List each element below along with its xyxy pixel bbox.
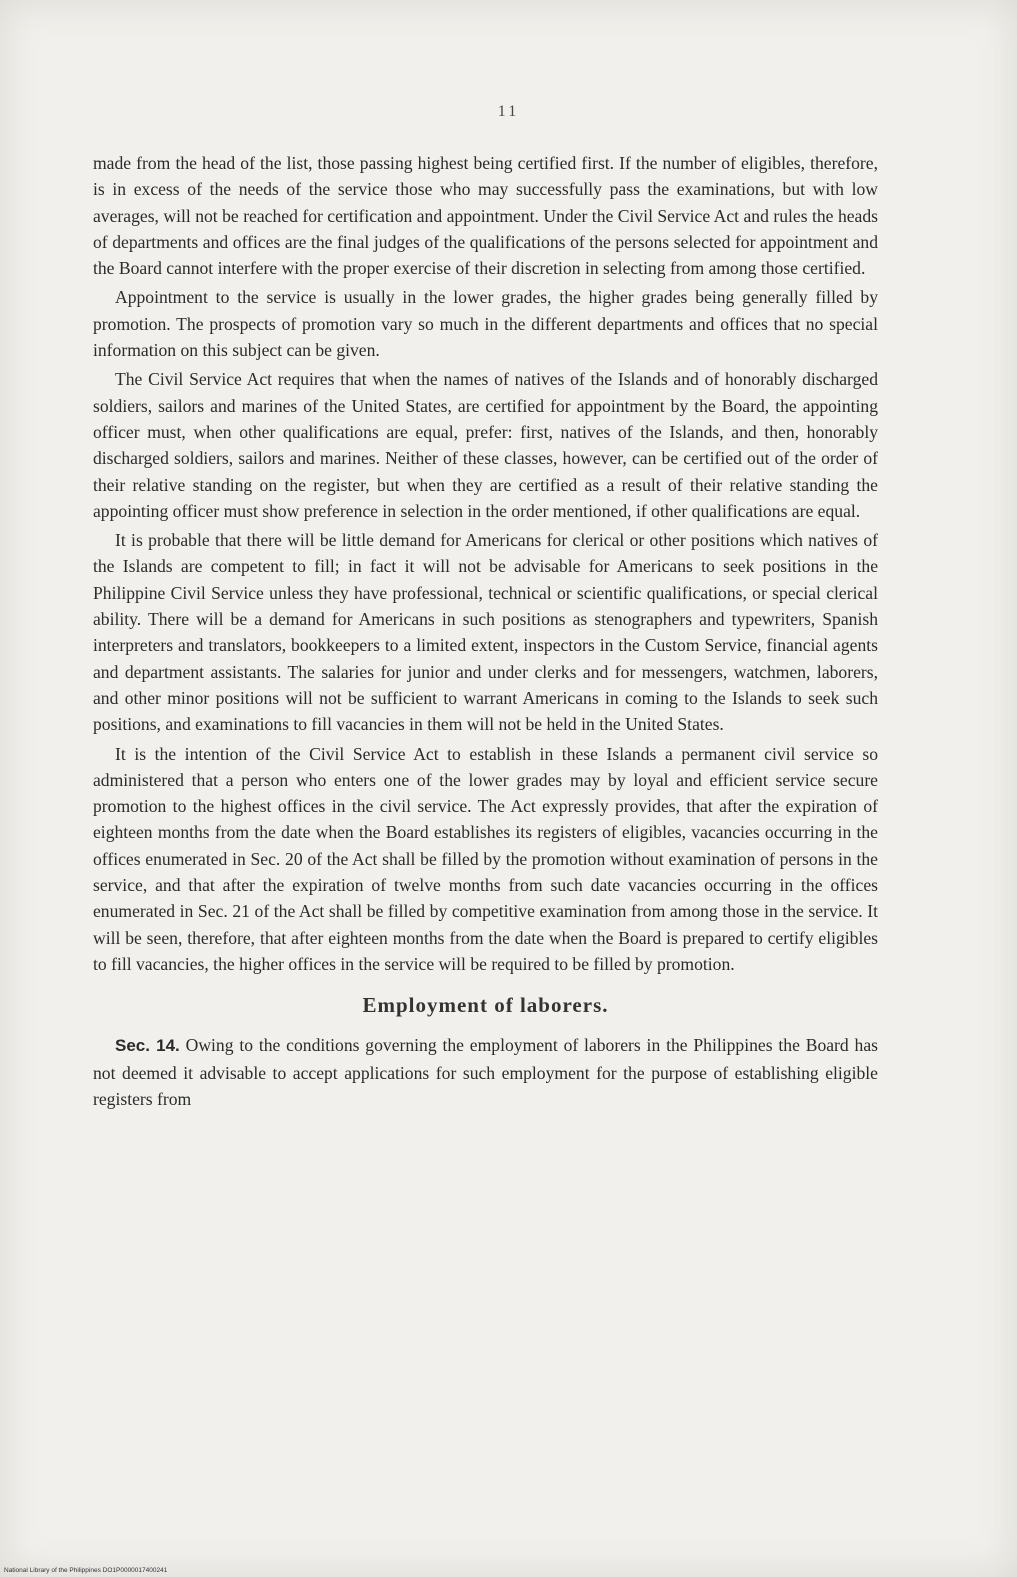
paragraph-5: It is the intention of the Civil Service Act to establish in these Islands a permanent civil service so administered that a person who enters one of the lower grades may by loyal and efficient service secure promotion to the highest offices in the civil service. The Act expressly provides, that after the expiration of eighteen months from the date when the Board establishes its registers of eligibles, vacancies occurring in the offices enumerated in Sec. 20 of the Act shall be filled by the promotion without examination of persons in the service, and that after the expiration of twelve months from such date vacancies occurring in the offices enumerated in Sec. 21 of the Act shall be filled by competitive examination from among those in the service. It will be seen, therefore, that after eighteen months from the date when the Board is prepared to certify eligibles to fill vacancies, the higher offices in the service will be required to be filled by promotion. <box>93 743 878 974</box>
document-body <box>93 150 878 1115</box>
section-label: Sec. 14. <box>115 1036 180 1056</box>
paragraph-2: Appointment to the service is usually in the lower grades, the higher grades being generally filled by promotion. The prospects of promotion vary so much in the different departments and offices that no special information on this subject can be given. <box>93 287 878 361</box>
paragraph-3: The Civil Service Act requires that when the names of natives of the Islands and of honorably discharged soldiers, sailors and marines of the United States, are certified for appointment by the Board, the appointing officer must, when other qualifications are equal, prefer: first, natives of the Islands, and then, honorably discharged soldiers, sailors and marines. Neither of these classes, however, can be certified out of the order of their relative standing on the register, but when they are certified as a result of their relative standing the appointing officer must show preference in selection in the order mentioned, if other qualifications are equal. <box>93 369 878 521</box>
paragraph-1: made from the head of the list, those passing highest being certified first. If the number of eligibles, therefore, is in excess of the needs of the service those who may successfully pass the examinations, but with low averages, will not be reached for certification and appointment. Under the Civil Service Act and rules the heads of departments and offices are the final judges of the qualifications of the persons selected for appointment and the Board cannot interfere with the proper exercise of their discretion in selecting from among those certified. <box>93 153 878 279</box>
section-text: Owing to the conditions governing the employment of laborers in the Philippines the Board has not deemed it advisable to accept applications for such employment for the purpose of establishing eligible registers from <box>93 1035 878 1109</box>
archive-footer-tag: National Library of the Philippines DO1P0000017400241 <box>4 1567 168 1574</box>
section-14-paragraph <box>93 1032 878 1112</box>
paragraph-4: It is probable that there will be little demand for Americans for clerical or other positions which natives of the Islands are competent to fill; in fact it will not be advisable for Americans to seek positions in the Philippine Civil Service unless they have professional, technical or scientific qualifications, or special clerical ability. There will be a demand for Americans in such positions as stenographers and typewriters, Spanish interpreters and translators, bookkeepers to a limited extent, inspectors in the Custom Service, financial agents and department assistants. The salaries for junior and under clerks and for messengers, watchmen, laborers, and other minor positions will not be sufficient to warrant Americans in coming to the Islands to seek such positions, and examinations to fill vacancies in them will not be held in the United States. <box>93 530 878 735</box>
section-heading: Employment of laborers. <box>362 993 609 1018</box>
page-number: 11 <box>497 103 520 120</box>
